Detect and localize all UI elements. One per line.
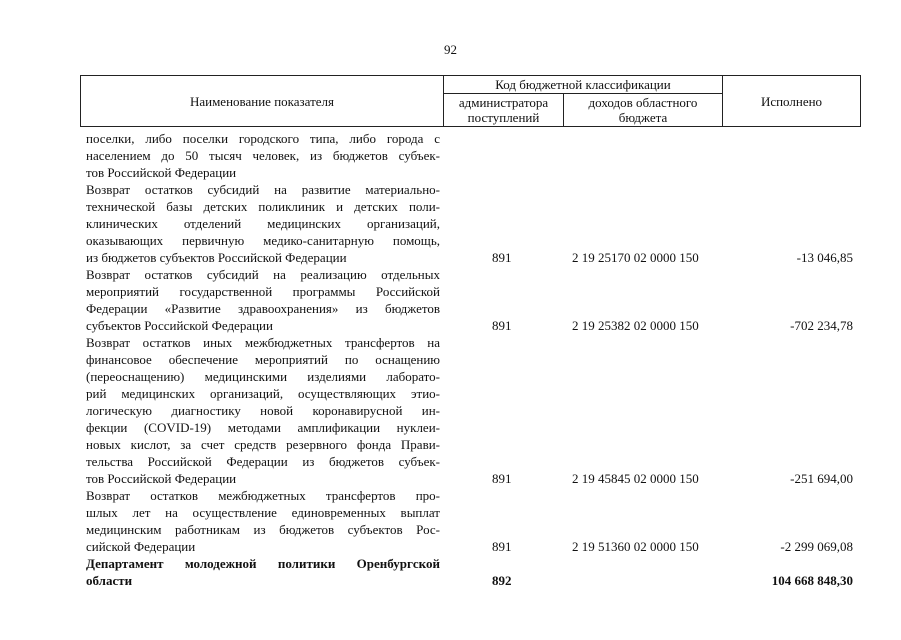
description-line: фекции (COVID-19) методами амплификации нуклеи-: [86, 420, 440, 435]
description-line: клинических отделений медицинских организаций,: [86, 216, 440, 231]
description-line: области: [86, 573, 133, 588]
executed-amount-cell: -702 234,78: [790, 318, 853, 333]
description-line: тельства Российской Федерации из бюджетов субъек-: [86, 454, 440, 469]
admin-code-cell: 892: [492, 573, 512, 588]
header-income-line2: бюджета: [618, 110, 668, 125]
table-row: [80, 130, 861, 181]
table-row: [80, 181, 861, 266]
description-line: технической базы детских поликлиник и детских поли-: [86, 199, 440, 214]
description-line: (переоснащению) медицинскими изделиями лаборато-: [86, 369, 440, 384]
income-code-cell: 2 19 45845 02 0000 150: [572, 471, 699, 486]
executed-amount-cell: -13 046,85: [796, 250, 853, 265]
row-description: [86, 181, 440, 266]
income-code-cell: 2 19 25170 02 0000 150: [572, 250, 699, 265]
header-admin-line2: поступлений: [467, 110, 540, 125]
description-line: поселки, либо поселки городского типа, либо города с: [86, 131, 440, 146]
row-description: [86, 130, 440, 181]
description-line: мероприятий государственной программы Российской: [86, 284, 440, 299]
table-header: [80, 75, 861, 127]
header-admin-line1: администратора: [458, 95, 549, 110]
executed-amount-cell: -251 694,00: [790, 471, 853, 486]
description-line: Возврат остатков межбюджетных трансфертов про-: [86, 488, 440, 503]
description-line: Возврат остатков субсидий на развитие материально-: [86, 182, 440, 197]
header-admin-code: [443, 93, 564, 127]
header-executed: Исполнено: [722, 75, 861, 127]
description-line: новых кислот, за счет средств резервного фонда Прави-: [86, 437, 440, 452]
admin-code-cell: 891: [492, 471, 512, 486]
income-code-cell: 2 19 51360 02 0000 150: [572, 539, 699, 554]
description-line: тов Российской Федерации: [86, 471, 237, 486]
page-number: 92: [444, 42, 457, 57]
table-row: [80, 555, 861, 589]
description-line: финансовое обеспечение мероприятий по оснащению: [86, 352, 440, 367]
description-line: оказывающих первичную медико-санитарную помощь,: [86, 233, 440, 248]
row-description: [86, 555, 440, 589]
header-budget-code: Код бюджетной классификации: [443, 75, 723, 94]
description-line: сийской Федерации: [86, 539, 196, 554]
table-row: [80, 334, 861, 487]
description-line: Возврат остатков субсидий на реализацию отдельных: [86, 267, 440, 282]
executed-amount-cell: -2 299 069,08: [780, 539, 853, 554]
description-line: Департамент молодежной политики Оренбургской: [86, 556, 440, 571]
description-line: медицинским работникам из бюджетов субъектов Рос-: [86, 522, 440, 537]
description-line: субъектов Российской Федерации: [86, 318, 273, 333]
admin-code-cell: 891: [492, 318, 512, 333]
description-line: рий медицинских организаций, осуществляющих этио-: [86, 386, 440, 401]
header-income-line1: доходов областного: [588, 95, 698, 110]
description-line: Федерации «Развитие здравоохранения» из бюджетов: [86, 301, 440, 316]
row-description: [86, 266, 440, 334]
description-line: тов Российской Федерации: [86, 165, 237, 180]
admin-code-cell: 891: [492, 539, 512, 554]
header-indicator-name: Наименование показателя: [80, 75, 444, 127]
table-row: [80, 266, 861, 334]
admin-code-cell: 891: [492, 250, 512, 265]
row-description: [86, 334, 440, 487]
description-line: шлых лет на осуществление единовременных выплат: [86, 505, 440, 520]
description-line: Возврат остатков иных межбюджетных трансфертов на: [86, 335, 440, 350]
income-code-cell: 2 19 25382 02 0000 150: [572, 318, 699, 333]
row-description: [86, 487, 440, 555]
description-line: из бюджетов субъектов Российской Федерации: [86, 250, 347, 265]
header-income-code: [563, 93, 723, 127]
description-line: населением до 50 тысяч человек, из бюджетов субъек-: [86, 148, 440, 163]
description-line: логическую диагностику новой коронавирусной ин-: [86, 403, 440, 418]
executed-amount-cell: 104 668 848,30: [771, 573, 853, 588]
table-row: [80, 487, 861, 555]
